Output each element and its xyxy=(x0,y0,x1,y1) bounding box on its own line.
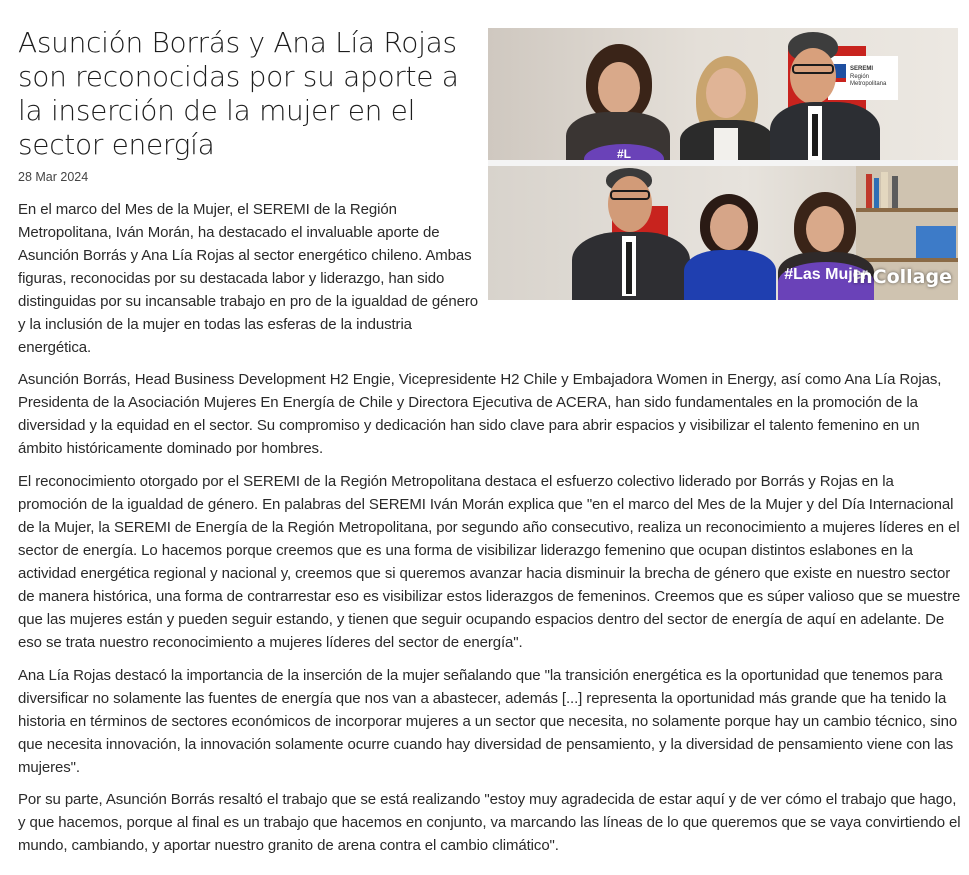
paragraph-4: Ana Lía Rojas destacó la importancia de la inserción de la mujer señalando que "la transición energética es la oportunidad que tenemos para diversificar no solamente las fuentes de energía que nos van a abastecer, además [...] representa la oportunidad más grande que ha tenido la historia en términos de sectores económicos de incorporar mujeres a un sector que necesita, no solamente porque hay un cambio técnico, sino que necesita innovación, la innovación solamente ocurre cuando hay diversidad de pensamiento, y la diversidad de pensamiento viene con las mujeres". xyxy=(18,667,958,776)
collage-photo-top xyxy=(488,28,958,160)
paragraph-1: En el marco del Mes de la Mujer, el SEREMI de la Región Metropolitana, Iván Morán, ha destacado el invaluable aporte de Asunción Borrás y Ana Lía Rojas al sector energético chileno. Ambas figuras, reconocidas por su destacada labor y liderazgo, han sido distinguidas por su incansable trabajo en pro de la igualdad de género y la inclusión de la mujer en todas las esferas de la industria energética. xyxy=(18,201,479,356)
seremi-label: SEREMI xyxy=(850,66,874,72)
collage-watermark: InCollage xyxy=(852,266,952,288)
paragraph-2: Asunción Borrás, Head Business Development H2 Engie, Vicepresidente H2 Chile y Embajadora Women in Energy, así como Ana Lía Rojas, Presidenta de la Asociación Mujeres En Energía de Chile y Directora Ejecutiva de ACERA, han sido fundamentales en la promoción de la diversidad y la equidad en el sector. Su compromiso y dedicación han sido clave para abrir espacios y visibilizar el talento femenino en un ámbito históricamente dominado por hombres. xyxy=(18,371,942,457)
purple-sign-bottom: #Las Mujer xyxy=(778,262,874,300)
paragraph-3: El reconocimiento otorgado por el SEREMI de la Región Metropolitana destaca el esfuerzo colectivo liderado por Borrás y Rojas en la promoción de la igualdad de género. En palabras del SEREMI Iván Morán explica que "en el marco del Mes de la Mujer y del Día Internacional de la Mujer, la SEREMI de Energía de la Región Metropolitana, por segundo año consecutivo, realiza un reconocimiento a mujeres líderes en el sector de energía. Lo hacemos porque creemos que es una forma de visibilizar liderazgo femenino que ocupan distintos eslabones en la actividad energética regional y nacional y, creemos que si queremos avanzar hacia disminuir la brecha de género que existe en nuestro sector de manera histórica, una forma de contrarrestar eso es visibilizar estos liderazgos de femeninos. Creemos que es súper valioso que se muestre que las mujeres están y pueden seguir estando, y tienen que seguir ocupando espacios dentro del sector de energía de aquí en adelante. De eso se trata nuestro reconocimiento a mujeres líderes del sector de energía". xyxy=(18,473,961,651)
paragraph-5: Por su parte, Asunción Borrás resaltó el trabajo que se está realizando "estoy muy agradecida de estar aquí y de ver cómo el trabajo que hago, y que hacemos, porque al final es un trabajo que hacemos en conjunto, va marcando las líneas de lo que queremos que se vaya convirtiendo el mundo, cambiando, y aportar nuestro granito de arena contra el cambio climático". xyxy=(18,791,961,854)
collage-photo-bottom xyxy=(488,166,958,300)
purple-sign-top: #L xyxy=(584,144,664,160)
article-title: Asunción Borrás y Ana Lía Rojas son reconocidas por su aporte a la inserción de la mujer en el sector energía xyxy=(18,26,459,161)
photo-collage xyxy=(488,28,958,300)
seremi-sublabel: Región Metropolitana xyxy=(850,74,887,87)
seremi-logo xyxy=(828,56,898,100)
article-date: 28 Mar 2024 xyxy=(18,170,89,184)
